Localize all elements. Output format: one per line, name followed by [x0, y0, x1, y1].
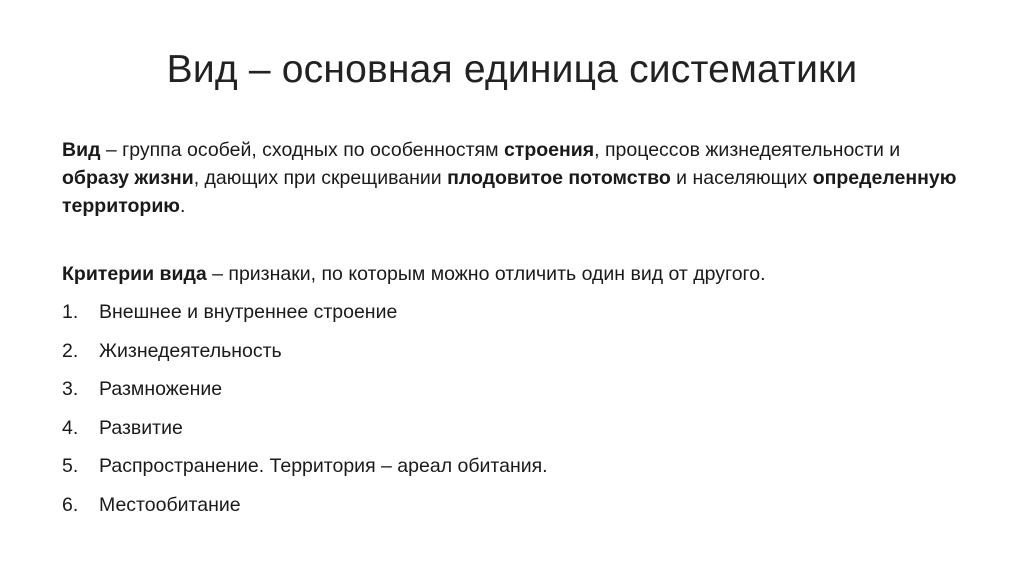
- list-item: [62, 414, 962, 442]
- list-item: [62, 298, 962, 326]
- definition-text: .: [179, 195, 186, 217]
- list-text: Распространение. Территория – ареал обитания.: [99, 455, 548, 477]
- definition-keyword: строения: [503, 139, 595, 161]
- list-number: 3.: [62, 378, 79, 400]
- list-item: [62, 337, 962, 365]
- criteria-text: – признаки, по которым можно отличить один вид от другого.: [206, 263, 766, 285]
- criteria-list: [62, 298, 962, 519]
- definition-keyword: образу жизни: [62, 167, 194, 189]
- list-number: 1.: [62, 301, 79, 323]
- list-number: 4.: [62, 416, 79, 439]
- list-number: 5.: [62, 455, 79, 477]
- definition-paragraph: [62, 136, 962, 220]
- list-item: [62, 452, 962, 480]
- list-item: [62, 491, 962, 519]
- slide-title: Вид – основная единица систематики: [166, 48, 858, 91]
- definition-text: , процессов жизнедеятельности и: [594, 139, 901, 161]
- list-text: Местообитание: [99, 493, 241, 516]
- list-text: Внешнее и внутреннее строение: [99, 301, 398, 323]
- definition-term: Вид: [62, 139, 101, 161]
- list-number: 2.: [62, 339, 79, 362]
- list-text: Развитие: [99, 416, 183, 439]
- definition-text: и населяющих: [670, 167, 813, 189]
- definition-text: , дающих при скрещивании: [193, 167, 448, 189]
- criteria-paragraph: [62, 260, 962, 288]
- criteria-term: Критерии вида: [62, 263, 207, 285]
- slide-content: [62, 136, 962, 529]
- definition-keyword: плодовитое потомство: [447, 167, 671, 189]
- list-number: 6.: [62, 493, 79, 516]
- definition-keyword: определенную территорию: [62, 167, 957, 217]
- list-item: [62, 375, 962, 403]
- list-text: Размножение: [99, 378, 223, 400]
- list-text: Жизнедеятельность: [99, 339, 282, 362]
- definition-text: – группа особей, сходных по особенностям: [100, 139, 504, 161]
